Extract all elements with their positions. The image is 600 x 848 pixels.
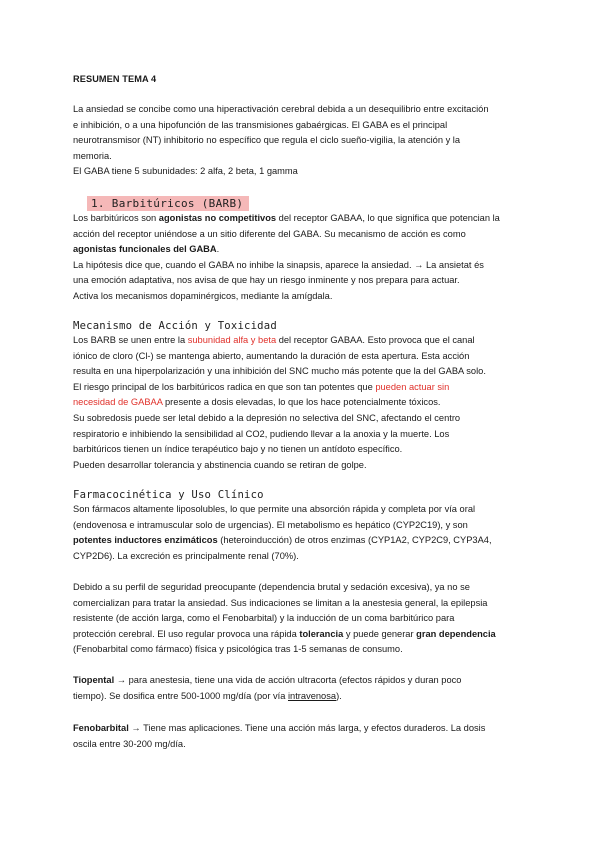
text-run: del receptor GABAA. Esto provoca que el canal xyxy=(276,335,475,345)
intro-line: La ansiedad se concibe como una hiperactivación cerebral debida a un desequilibrio entre excitación xyxy=(73,104,489,114)
section-heading-barbituricos: 1. Barbitúricos (BARB) xyxy=(87,196,249,211)
text-line xyxy=(73,380,533,396)
text-run: (heteroinducción) de otros enzimas (CYP1A2, CYP2C9, CYP3A4, xyxy=(217,535,492,546)
intro-line: memoria. xyxy=(73,150,112,161)
text-line: resulta en una hiperpolarización y una inhibición del SNC mucho más potente que la del GABA solo. xyxy=(73,366,486,377)
text-line: Pueden desarrollar tolerancia y abstinencia cuando se retiran de golpe. xyxy=(73,459,367,470)
text-run: tiempo). Se dosifica entre 500-1000 mg/día (por vía xyxy=(73,690,288,701)
text-line: Activa los mecanismos dopaminérgicos, mediante la amígdala. xyxy=(73,290,333,301)
barbituricos-paragraph xyxy=(73,211,533,305)
text-line: (endovenosa e intramuscular solo de urgencias). El metabolismo es hepático (CYP2C19), y son xyxy=(73,519,468,530)
text-line: Su sobredosis puede ser letal debido a la depresión no selectiva del SNC, afectando el centro xyxy=(73,412,461,423)
text-line: Son fármacos altamente liposolubles, lo que permite una absorción rápida y completa por vía oral xyxy=(73,504,476,514)
text-line xyxy=(73,533,533,549)
text-run: del receptor GABAA, lo que significa que potencian la xyxy=(276,213,500,223)
mecanismo-paragraph xyxy=(73,333,533,473)
bold-term: Fenobarbital xyxy=(73,723,129,733)
highlight-text: pueden actuar sin xyxy=(375,381,450,392)
text-line: (Fenobarbital como fármaco) física y psicológica tras 1-5 semanas de consumo. xyxy=(73,644,403,655)
intro-line: e inhibición, o a una hipofunción de las transmisiones gabaérgicas. El GABA es el principal xyxy=(73,119,448,130)
text-line: CYP2D6). La excreción es principalmente renal (70%). xyxy=(73,550,299,561)
text-line: Debido a su perfil de seguridad preocupante (dependencia brutal y sedación excesiva), ya no se xyxy=(73,582,470,592)
text-run: → Tiene mas aplicaciones. Tiene una acción más larga, y efectos duraderos. La dosis xyxy=(128,723,486,733)
text-run: Los barbitúricos son xyxy=(73,213,159,223)
text-line xyxy=(73,242,533,258)
text-line: respiratorio e inhibiendo la sensibilidad al CO2, pudiendo llevar a la anoxia y la muerte. Los xyxy=(73,428,450,439)
text-line: iónico de cloro (Cl-) se mantenga abierto, aumentando la duración de esta apertura. Esta acción xyxy=(73,350,470,361)
text-run: protección cerebral. El uso regular provoca una rápida xyxy=(73,628,300,639)
page-title: RESUMEN TEMA 4 xyxy=(73,74,157,84)
intro-paragraph xyxy=(73,102,533,180)
intro-line: neurotransmisor (NT) inhibitorio no específico que regula el ciclo sueño-vigilia, la atención y la xyxy=(73,135,461,146)
text-line xyxy=(73,721,533,737)
text-line xyxy=(73,673,533,689)
text-line: resistente (de acción larga, como el Fenobarbital) y la inducción de un coma barbitúrico para xyxy=(73,613,455,624)
text-run: → para anestesia, tiene una vida de acción ultracorta (efectos rápidos y duran poco xyxy=(114,675,462,685)
text-line xyxy=(73,333,533,349)
text-run: El riesgo principal de los barbitúricos radica en que son tan potentes que xyxy=(73,381,376,392)
bold-term: potentes inductores enzimáticos xyxy=(73,535,218,546)
text-line xyxy=(73,627,533,643)
highlight-text: subunidad alfa y beta xyxy=(187,335,277,345)
bold-term: Tiopental xyxy=(73,675,115,685)
text-line: oscila entre 30-200 mg/día. xyxy=(73,738,186,749)
bold-term: agonistas funcionales del GABA xyxy=(73,244,217,255)
text-run: Los BARB se unen entre la xyxy=(73,335,188,345)
intro-line: El GABA tiene 5 subunidades: 2 alfa, 2 beta, 1 gamma xyxy=(73,166,298,177)
bold-term: gran dependencia xyxy=(416,628,496,639)
text-line: La hipótesis dice que, cuando el GABA no inhibe la sinapsis, aparece la ansiedad. → La ansietat és xyxy=(73,259,484,270)
section-heading-farmacocinetica: Farmacocinética y Uso Clínico xyxy=(73,489,264,501)
text-line: una emoción adaptativa, nos avisa de que hay un riesgo inminente y nos prepara para actuar. xyxy=(73,275,460,286)
fenobarbital-paragraph xyxy=(73,721,533,752)
highlight-text: necesidad de GABAA xyxy=(73,397,163,408)
text-line xyxy=(73,395,533,411)
text-line: comercializan para tratar la ansiedad. Sus indicaciones se limitan a la anestesia general, la epilepsia xyxy=(73,597,488,608)
section-heading-mecanismo: Mecanismo de Acción y Toxicidad xyxy=(73,320,277,332)
text-line xyxy=(73,689,533,705)
text-run: ). xyxy=(336,690,342,701)
tiopental-paragraph xyxy=(73,673,533,704)
bold-term: tolerancia xyxy=(299,628,344,639)
text-line: acción del receptor uniéndose a un sitio diferente del GABA. Su mecanismo de acción es como xyxy=(73,228,466,239)
text-line xyxy=(73,211,533,227)
text-line: barbitúricos tienen un índice terapéutico bajo y no tienen un antídoto específico. xyxy=(73,444,403,455)
uso-clinico-paragraph xyxy=(73,580,533,658)
farmacocinetica-paragraph xyxy=(73,502,533,564)
bold-term: agonistas no competitivos xyxy=(158,213,277,223)
text-run: . xyxy=(216,244,220,255)
underlined-term: intravenosa xyxy=(287,690,337,701)
text-run: presente a dosis elevadas, lo que los hace potencialmente tóxicos. xyxy=(162,397,441,408)
text-run: y puede generar xyxy=(343,628,417,639)
